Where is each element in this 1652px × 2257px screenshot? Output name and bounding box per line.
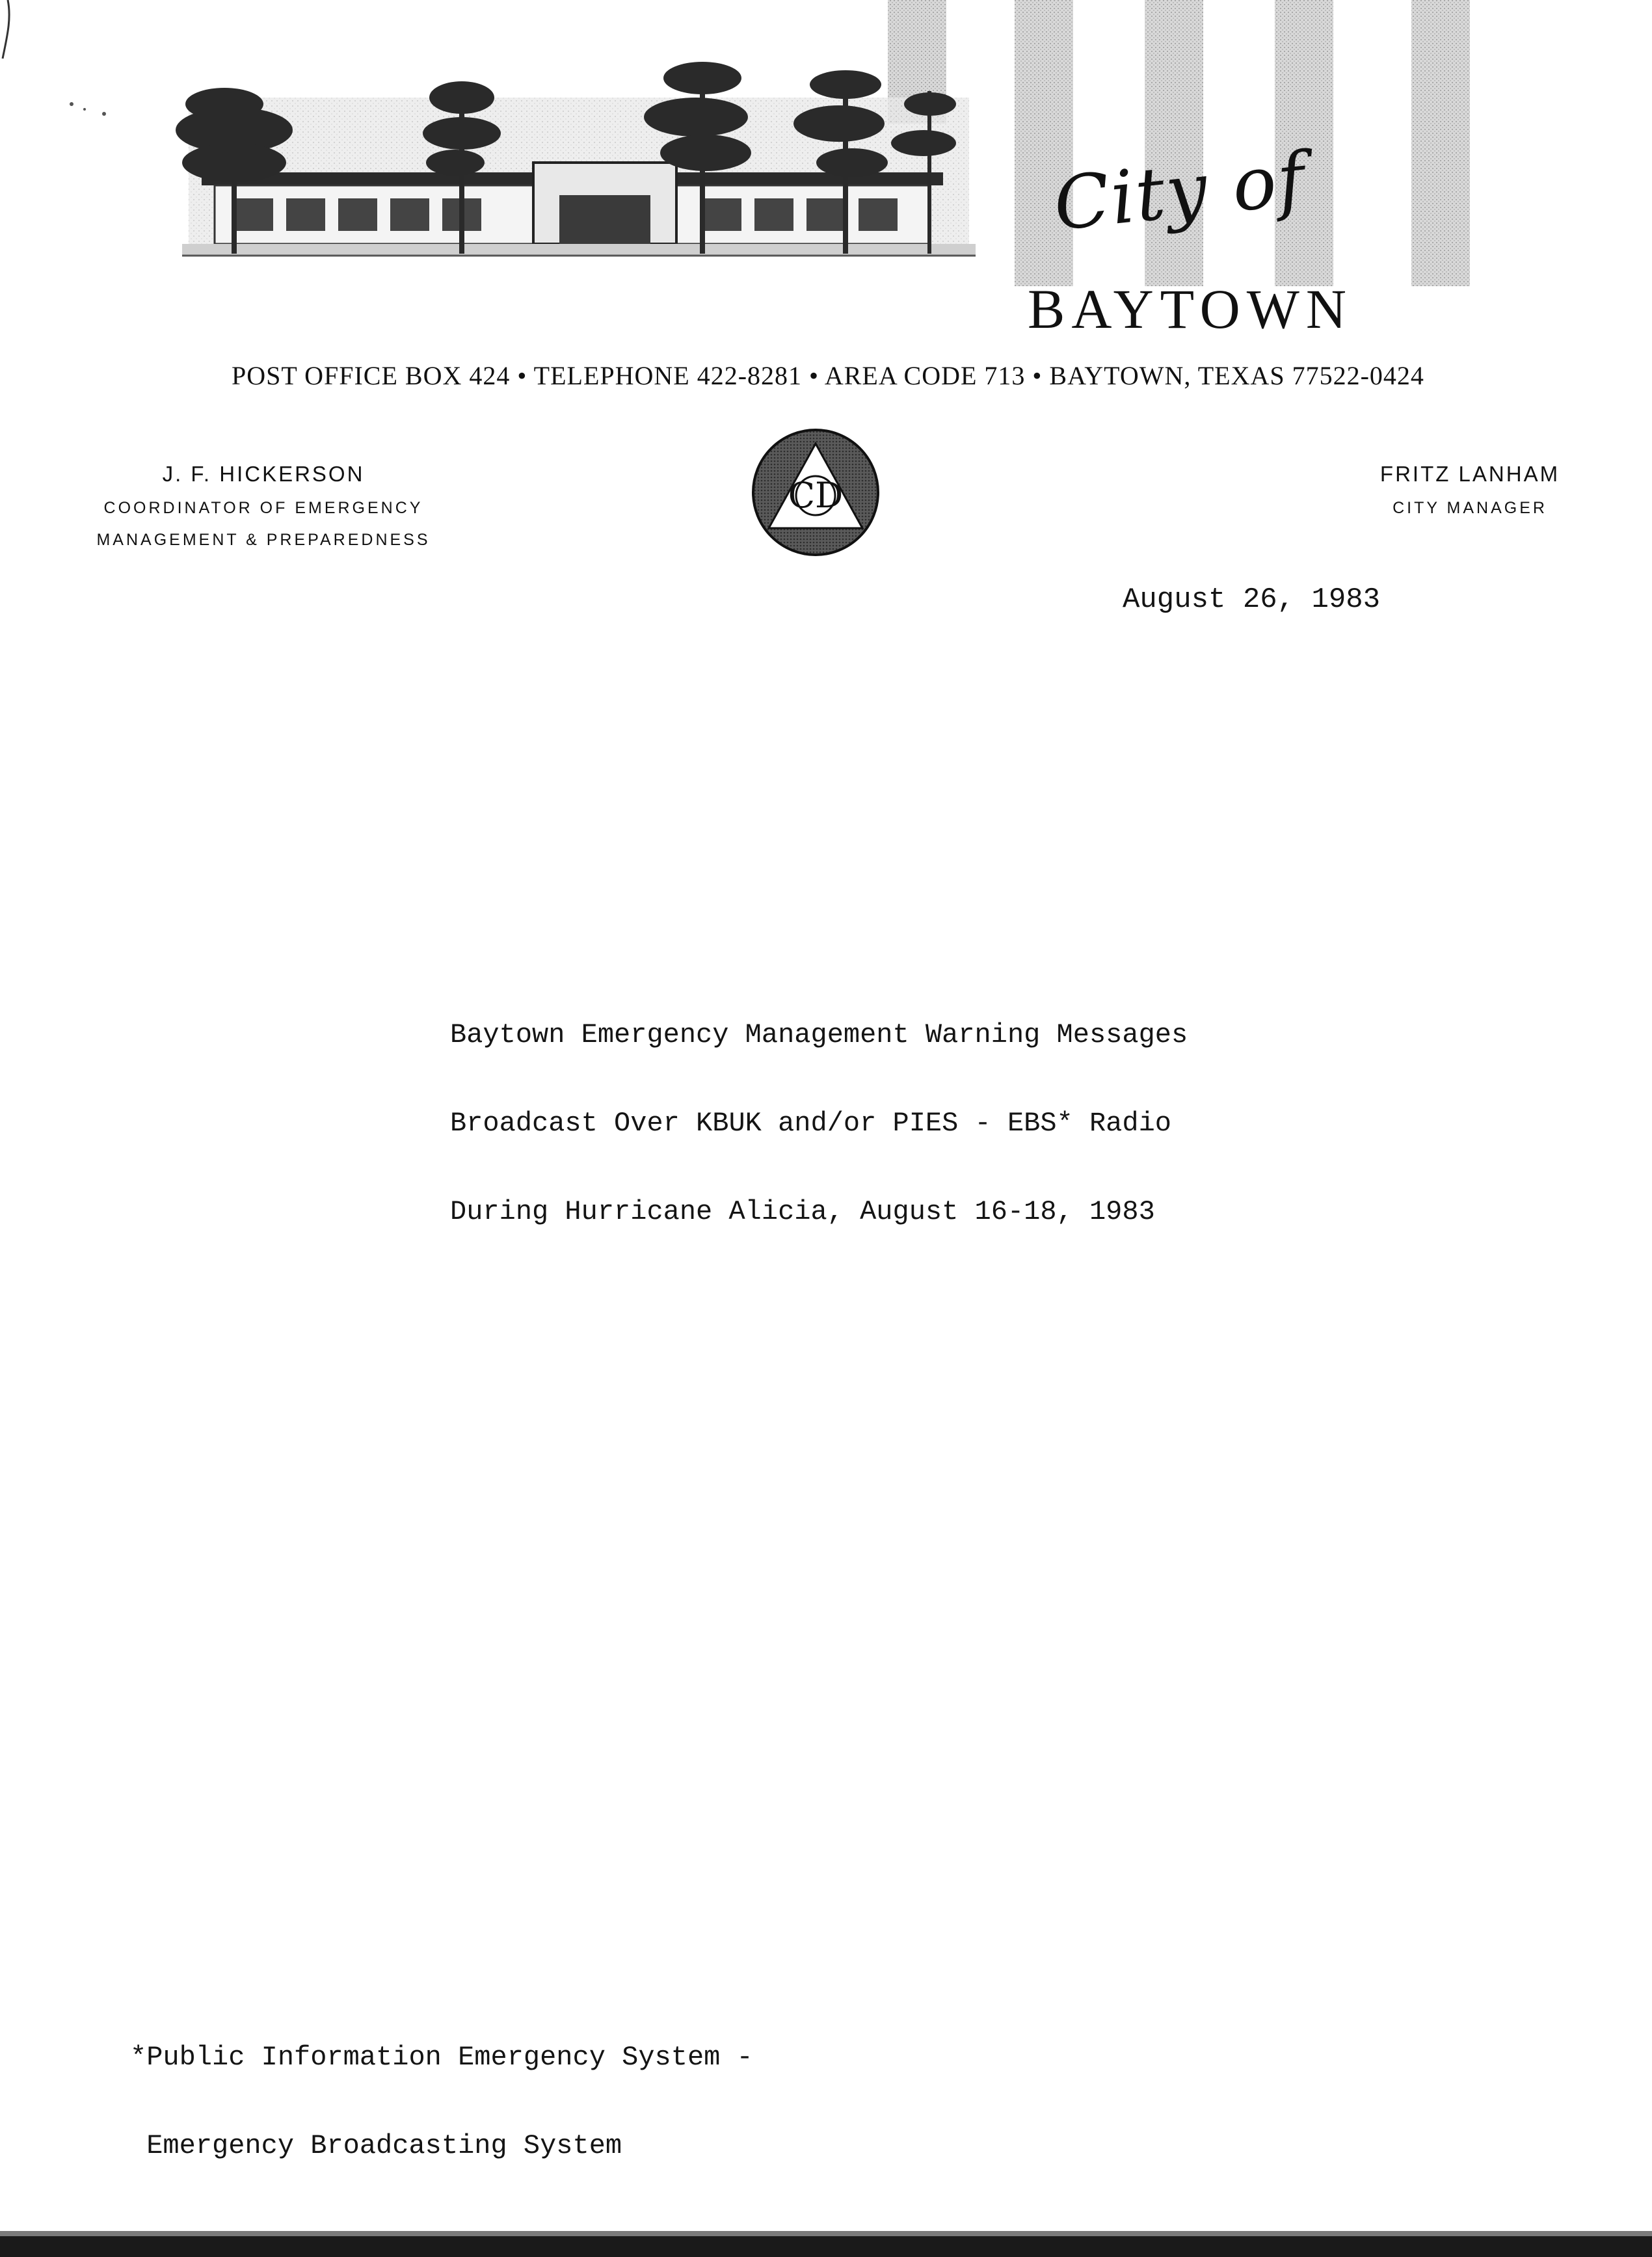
city-manager-title: CITY MANAGER	[1392, 499, 1547, 517]
left-officer-block	[78, 463, 449, 548]
title-line: Broadcast Over KBUK and/or PIES - EBS* Radio	[450, 1108, 1171, 1139]
letterhead-illustration	[0, 0, 1652, 306]
stripe	[1145, 0, 1203, 286]
coordinator-name: J. F. HICKERSON	[162, 462, 365, 486]
coordinator-title-line2: MANAGEMENT & PREPAREDNESS	[96, 531, 431, 549]
margin-mark	[0, 0, 26, 65]
emblem-text: CD	[788, 475, 844, 516]
stripe	[1411, 0, 1470, 286]
civil-defense-emblem-icon	[751, 424, 881, 561]
document-title	[450, 967, 1188, 1259]
footnote	[130, 1989, 753, 2193]
title-line: Baytown Emergency Management Warning Messages	[450, 1019, 1188, 1050]
title-line: During Hurricane Alicia, August 16-18, 1983	[450, 1196, 1155, 1227]
footnote-line: Emergency Broadcasting System	[130, 2130, 622, 2161]
footnote-line: *Public Information Emergency System -	[130, 2042, 753, 2073]
city-name: BAYTOWN	[1028, 278, 1353, 340]
letterhead-address: POST OFFICE BOX 424 • TELEPHONE 422-8281 • AREA CODE 713 • BAYTOWN, TEXAS 77522-0424	[232, 361, 1424, 390]
letter-date: August 26, 1983	[1123, 583, 1381, 616]
city-manager-name: FRITZ LANHAM	[1379, 462, 1560, 486]
coordinator-title-line1: COORDINATOR OF EMERGENCY	[103, 499, 423, 517]
city-of-script: City of	[1050, 137, 1311, 247]
scan-edge	[0, 2231, 1652, 2257]
right-officer-block	[1353, 463, 1587, 516]
